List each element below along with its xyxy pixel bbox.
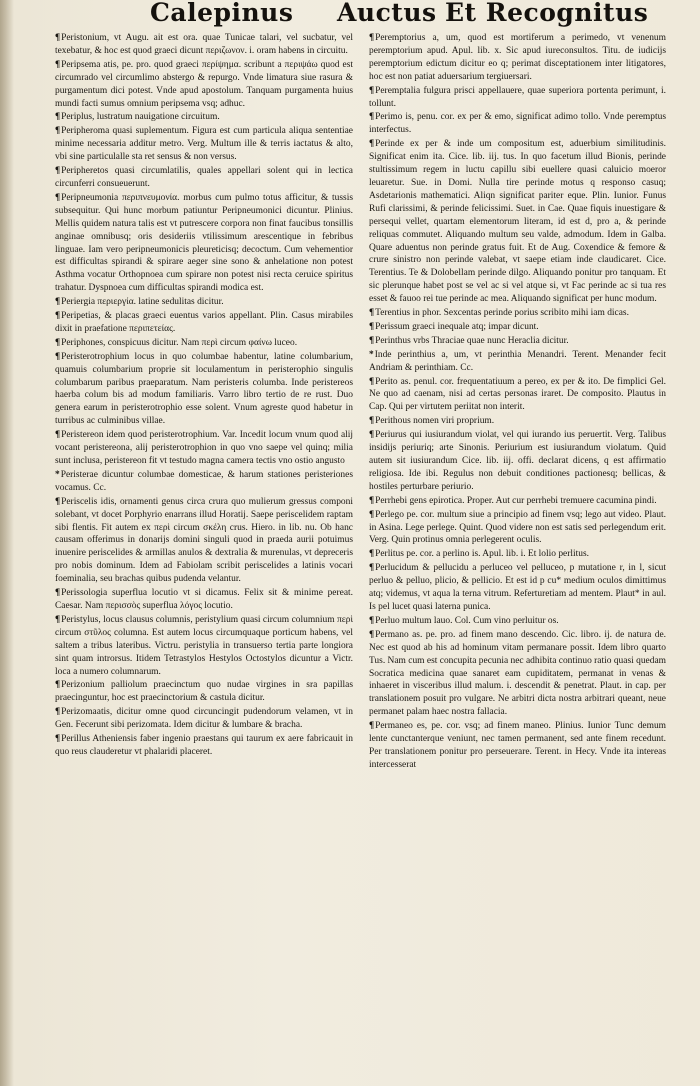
entry-text: Peripetias, & placas graeci euentus varios appellant. Plin. Casus mirabiles dixit in praefatione περιπετείας. (55, 311, 353, 334)
entry-text: Perizonium palliolum praecinctum quo nudae virgines in sra papillas praecinguntur, hoc est praecinctorium & castula dicitur. (55, 680, 353, 704)
entry-text: Perinthus vrbs Thraciae quae nunc Heraclia dicitur. (375, 335, 569, 346)
dictionary-entry: ¶Perizomaatis, dicitur omne quod circuncingit pudendorum velamen, vt in Gen. Fecerunt sibi perizomata. Idem dicitur & lumbare & bracha. (55, 707, 353, 731)
dictionary-entry: ¶Perluo multum lauo. Col. Cum vino perluitur os. (369, 615, 559, 626)
dictionary-entry: ¶Perlucidum & pellucidu a perluceo vel pelluceo, p mutatione r, in l, sicut perluo & pelluo, plicio, & pellicio. Et est id p cu* medium oculos dimittimus atq; videmus, vt aqua la terna vitrum. Referturetiam ad mentem. Plaut* in aul. Is pel lucet quasi laterna punica. (369, 563, 666, 612)
dictionary-entry: ¶Peripneumonia περιπνευμονία. morbus cum pulmo totus afficitur, & tussis subsequitur. Qui hunc morbum patiuntur Peripneumonici dicuntur. Plinius. Mellis quidem natura talis est vt putrescere corpora non finat faucibus tonsillis anginae omnibusq; oris desideriis vtilissimum arescentique in febribus linguae. Iam vero peripneumonicis pleureticisq; decoctum. Cum vehementior est difficultas spirandi & spirare aeger sine sono & anhelatione non potest Asthma vocatur Orthopnoea cum spirare non potest nisi recta ceruice spiritus trahatur. Dyspnoea cum difficultas spirandi modica est. (55, 192, 353, 294)
entry-text: Peremptalia fulgura prisci appellauere, quae superiora portenta perimunt, i. tollunt. (369, 85, 666, 109)
dictionary-entry: ¶Perito as. penul. cor. frequentatiuum a pereo, ex per & ito. De fimplici Gel. Ne quo ad caenam, nisi ad certas personas iraret. De composito. Plautus in Cap. Qui per virtutem periitat non interit. (369, 376, 666, 413)
dictionary-entry: ¶Perissologia superflua locutio vt si dicamus. Felix sit & minime pereat. Caesar. Nam περισσὸς superflua λόγος locutio. (55, 588, 353, 611)
entry-text: Peristerotrophium locus in quo columbae habentur, latine columbarium, quamuis columbarium proprie sit loculamentum in peristerophio singulis columbarum paribus praeparatum. Nam peristeris columba. Inde peristereos haerba colum bis ad modum familiaris. Varro libro tertio de re rust. Duo genera earum in peristerotrophio esse solent. Vnum agreste quod habetur in turribus ac culminibus villae. (55, 351, 353, 427)
dictionary-entry: ¶Permano as. pe. pro. ad finem mano descendo. Cic. libro. ij. de natura de. Nec est quod ab his ad hominum vitam permanare possit. Idem libro quarto Tus. Nam cum est concupita pecunia nec adhibita continuo ratio quasi quedam Socratica medicina quae sanaret eam cupiditatem, permanat in venas & inhaeret in visceribus illud malum. i. descendit & penetrat. Plaut. in cap. per translationem posuit pro vulgare. Ne arbitri dicta nostra arbitrari queant, neue permanet palam haec nostra fallacia. (369, 629, 666, 718)
header-right: Et Recognitus (445, 0, 649, 27)
header-left: Calepinus (150, 0, 294, 27)
entry-text: Periphones, conspicuus dicitur. Nam περὶ circum φαίνω luceo. (61, 337, 298, 348)
entry-text: Periurus qui iusiurandum violat, vel qui iurando ius peruertit. Verg. Talibus insidijs periuriq; arte Sinonis. Periurium est iusiurandum violatum. Quid autem sit iusiurandum Cice. lib. iij. offi. declarat dicens, q est affirmatio religiosa. Ide ibi. Regulus non debuit conditiones pactionesq; bellicas, & hostiles perturbare periurio. (369, 430, 666, 492)
dictionary-entry: ¶Peristylus, locus clausus columnis, peristylium quasi circum columnium περὶ circum στῦλος columna. Est autem locus circumquaque porticum habens, vel saltem a tribus lateribus. Victru. peristylia in transuerso tertia parte longiora sint quam introrsus. Itidem Tetrastylos Hestylos Octostylos dicuntur a Victr. loca a numero columnarum. (55, 614, 353, 677)
dictionary-entry: ¶Peristonium, vt Augu. ait est ora. quae Tunicae talari, vel sucbatur, vel texebatur, & hoc est quod graeci dicunt περιζωνον. i. oram habens in circuitu. (55, 33, 353, 56)
entry-text: Perluo multum lauo. Col. Cum vino perluitur os. (375, 615, 559, 626)
entry-text: Peripsema atis, pe. pro. quod graeci περίψημα. scribunt a περιψάω quod est circumrado vel circumlimo abstergo & repurgo. Vnde limatura siue rasura & purgamentum dici potest. Vnde apud apostolum. Tanquam purgamenta huius mundi facti sumus omnium peripsema vsq; adhuc. (55, 59, 353, 109)
entry-text: Perissum graeci inequale atq; impar dicunt. (375, 321, 539, 332)
running-header (0, 0, 700, 30)
dictionary-entry: ¶Periphones, conspicuus dicitur. Nam περὶ circum φαίνω luceo. (55, 337, 298, 348)
entry-text: Terentius in phor. Sexcentas perinde porius scribito mihi iam dicas. (375, 308, 629, 319)
dictionary-entry: ¶Perimo is, penu. cor. ex per & emo, significat adimo tollo. Vnde peremptus interfectus. (369, 112, 666, 136)
dictionary-entry: ¶Peripheretos quasi circumlatilis, quales appellari solent qui in lectica circunferri consueuerunt. (55, 166, 353, 189)
dictionary-entry: ¶Perillus Atheniensis faber ingenio praestans qui taurum ex aere fabricauit in quo reus clauderetur vt phalaridi placeret. (55, 734, 353, 757)
dictionary-entry: ¶Peristereon idem quod peristerotrophium. Var. Incedit locum vnum quod alij vocant peristereona, alij peristerotrophion in quo vno saepe vel quinq; milia sunt inclusa, peristereon fit vt testudo magna camera tectis vno ostio angusto (55, 430, 353, 466)
dictionary-entry: ¶Periergia περιεργία. latine sedulitas dicitur. (55, 297, 224, 308)
dictionary-entry: ¶Peripheroma quasi suplementum. Figura est cum particula aliqua sententiae minime necessaria additur metro. Verg. Multum ille & terris iactatus & alto, vbi sine particulalle sta ret sensus & non versus. (55, 126, 353, 163)
dictionary-entry: ¶Perinthus vrbs Thraciae quae nunc Heraclia dicitur. (369, 335, 569, 346)
dictionary-entry: ¶Perissum graeci inequale atq; impar dicunt. (369, 321, 539, 332)
entry-text: Perillus Atheniensis faber ingenio praestans qui taurum ex aere fabricauit in quo reus clauderetur vt phalaridi placeret. (55, 734, 353, 757)
dictionary-entry: ¶Terentius in phor. Sexcentas perinde porius scribito mihi iam dicas. (369, 308, 629, 319)
entry-text: Perrhebi gens epirotica. Proper. Aut cur perrhebi tremuere cacumina pindi. (375, 495, 657, 506)
entry-text: Peripheroma quasi suplementum. Figura est cum particula aliqua sententiae minime necessaria additur metro. Verg. Multum ille & terris iactatus & alto, vbi sine particulalle sta ret sensus & non versus. (55, 126, 353, 163)
entry-text: Periergia περιεργία. latine sedulitas dicitur. (61, 297, 224, 308)
dictionary-entry: ¶Peremptalia fulgura prisci appellauere, quae superiora portenta perimunt, i. tollunt. (369, 85, 666, 109)
left-column (55, 32, 353, 760)
right-column (369, 32, 666, 773)
entry-text: Perimo is, penu. cor. ex per & emo, significat adimo tollo. Vnde peremptus interfectus. (369, 112, 666, 136)
entry-text: Perizomaatis, dicitur omne quod circuncingit pudendorum velamen, vt in Gen. Fecerunt sibi perizomata. Idem dicitur & lumbare & bracha. (55, 707, 353, 731)
entry-text: Perlitus pe. cor. a perlino is. Apul. lib. i. Et lolio perlitus. (375, 549, 590, 560)
entry-text: Perito as. penul. cor. frequentatiuum a pereo, ex per & ito. De fimplici Gel. Ne quo ad caenam, nisi ad certas personas iraret. De composito. Plautus in Cap. Qui per virtutem periitat non interit. (369, 376, 666, 413)
dictionary-entry: ¶Perithous nomen viri proprium. (369, 416, 495, 427)
dictionary-entry: ¶Peripsema atis, pe. pro. quod graeci περίψημα. scribunt a περιψάω quod est circumrado vel circumlimo abstergo & repurgo. Vnde limatura siue rasura & purgamentum dici potest. Vnde apud apostolum. Tanquam purgamenta huius mundi facti sumus omnium peripsema vsq; adhuc. (55, 59, 353, 109)
entry-text: Peristonium, vt Augu. ait est ora. quae Tunicae talari, vel sucbatur, vel texebatur, & hoc est quod graeci dicunt περιζωνον. i. oram habens in circuitu. (55, 33, 353, 56)
dictionary-entry: ¶Peremptorius a, um, quod est mortiferum a perimedo, vt venenum peremptorium apud. Apul. lib. x. Sic apud iureconsultos. Titu. de iudicijs peremptorium edictum dicitur eo q; perimat disceptationem inter litigatores, hoc est non patiat aduersarium tergiuersari. (369, 33, 666, 82)
dictionary-entry: ¶Peripetias, & placas graeci euentus varios appellant. Plin. Casus mirabiles dixit in praefatione περιπετείας. (55, 311, 353, 334)
dictionary-entry: ¶Perrhebi gens epirotica. Proper. Aut cur perrhebi tremuere cacumina pindi. (369, 495, 657, 506)
dictionary-entry: ¶Peristerotrophium locus in quo columbae habentur, latine columbarium, quamuis columbarium proprie sit loculamentum in peristerophio singulis columbarum paribus praeparatum. Nam peristeris columba. Inde peristereos haerba colum bis ad modum familiaris. Varro libro tertio de re rust. Duo genera earum in peristerotrophio esse solent. Vnum agreste quod habetur in turribus ac culminibus villae. (55, 351, 353, 427)
entry-text: Periscelis idis, ornamenti genus circa crura quo mulierum gressus componi solebant, vt docet Porphyrio enarrans illud Horatij. Saepe periscelidem raptam sibi flentis. Fit autem ex περὶ circum σκέλη crus. Hiero. in lib. nu. Ob hanc causam offerimus in donarijs domini singuli quod in praeda aurii potuimus inuenire periscelides & armillas anulos & dextralia & murenulas, vt depreceris pro nobis dominum. Idem ad Fabiolam scribit periscelides a latinis vocari foeminalia, seu brachas quibus pudenda velantur. (55, 496, 353, 585)
entry-text: Peripheretos quasi circumlatilis, quales appellari solent qui in lectica circunferri consueuerunt. (55, 166, 353, 189)
dictionary-entry: *Peristerae dicuntur columbae domesticae, & harum stationes peristeriones vocamus. Cc. (55, 469, 353, 493)
entry-text: Peristylus, locus clausus columnis, peristylium quasi circum columnium περὶ circum στῦλος columna. Est autem locus circumquaque porticum habens, vel saltem a tribus lateribus. Victru. peristylia in transuerso tertia parte longiora sint quam introrsus. Itidem Tetrastylos Hestylos Octostylos dicuntur a Victr. loca a numero columnarum. (55, 614, 353, 677)
entry-text: Perinde ex per & inde um compositum est, aduerbium similitudinis. Significat enim ita. Cice. lib. iij. tus. In quo facetum illud Bionis, perinde stultissimum regem in luctu capillu sibi euellere quasi caluicio moeror leuaretur. Sue. in Domi. Nulla tire perinde motus q responso casuq; Asdetarionis mathematici. Aliqn significat pariter eque. Plin. Iunior. Funus Rufi clarissimi, & perinde felicissimi. Suet. in Cae. Quae fiquis inuestigare & persequi vellet, quartam elementorum literam, id est d, pro a, & perinde reliquas commutet. Aliquando multum seu valde, admodum. Idem in Galba. Quare aduentus non perinde gratus fuit. Et de Aug. Coxendice & femore & crure sinistro non perinde valebat, vt saepe etiam inde claudicaret. Cice. Terentius. Te & Dolobellam perinde dilgo. Aliquando ponitur pro tanquam. Et sic plerunque habet post se vel ac si vel atque si, vt Fac perinde ac si tua res esset & fauoo rei tue perinde ac mea. Aliquando significat per hunc modum. (369, 139, 666, 305)
entry-text: Peristereon idem quod peristerotrophium. Var. Incedit locum vnum quod alij vocant peristereona, alij peristerotrophion in quo vno saepe vel quinq; milia sunt inclusa, peristereon fit vt testudo magna camera tectis vno ostio angusto (55, 430, 353, 466)
entry-text: Peripneumonia περιπνευμονία. morbus cum pulmo totus afficitur, & tussis subsequitur. Qui hunc morbum patiuntur Peripneumonici dicuntur. Plinius. Mellis quidem natura talis est vt putrescere corpora non finat faucibus tonsillis anginae omnibusq; oris desideriis vtilissimum arescentique in febribus linguae. Iam vero peripneumonicis pleureticisq; decoctum. Cum vehementior est difficultas spirandi & spirare aeger sine sono & anhelatione non potest Asthma vocatur Orthopnoea cum spirare non potest nisi recta ceruice spiritus trahatur. Dyspnoea cum difficultas spirandi modica est. (55, 192, 353, 294)
entry-text: Peristerae dicuntur columbae domesticae, & harum stationes peristeriones vocamus. Cc. (55, 469, 353, 493)
dictionary-entry: ¶Permaneo es, pe. cor. vsq; ad finem maneo. Plinius. Iunior Tunc demum lente cunctanterque veniunt, nec tamen permanent, sed ante finem recedunt. Per translationem ponitur pro perseuerare. Terent. in Hecy. Vnde ita intereas intercesserat (369, 721, 666, 770)
dictionary-entry: ¶Periscelis idis, ornamenti genus circa crura quo mulierum gressus componi solebant, vt docet Porphyrio enarrans illud Horatij. Saepe periscelidem raptam sibi flentis. Fit autem ex περὶ circum σκέλη crus. Hiero. in lib. nu. Ob hanc causam offerimus in donarijs domini singuli quod in praeda aurii potuimus inuenire periscelides & armillas anulos & dextralia & murenulas, vt depreceris pro nobis dominum. Idem ad Fabiolam scribit periscelides a latinis vocari foeminalia, seu brachas quibus pudenda velantur. (55, 496, 353, 585)
header-center: Auctus (337, 0, 437, 27)
page-gutter-shadow (0, 0, 14, 1086)
entry-text: Perithous nomen viri proprium. (375, 416, 495, 427)
dictionary-entry: ¶Perinde ex per & inde um compositum est, aduerbium similitudinis. Significat enim ita. Cice. lib. iij. tus. In quo facetum illud Bionis, perinde stultissimum regem in luctu capillu sibi euellere quasi caluicio moeror leuaretur. Sue. in Domi. Nulla tire perinde motus q responso casuq; Asdetarionis mathematici. Aliqn significat pariter eque. Plin. Iunior. Funus Rufi clarissimi, & perinde felicissimi. Suet. in Cae. Quae fiquis inuestigare & persequi vellet, quartam elementorum literam, id est d, pro a, & perinde reliquas commutet. Aliquando multum seu valde, admodum. Idem in Galba. Quare aduentus non perinde gratus fuit. Et de Aug. Coxendice & femore & crure sinistro non perinde valebat, vt saepe etiam inde claudicaret. Cice. Terentius. Te & Dolobellam perinde dilgo. Aliquando ponitur pro tanquam. Et sic plerunque habet post se vel ac si vel atque si, vt Fac perinde ac si tua res esset & fauoo rei tue perinde ac mea. Aliquando significat per hunc modum. (369, 139, 666, 305)
dictionary-entry: ¶Perizonium palliolum praecinctum quo nudae virgines in sra papillas praecinguntur, hoc est praecinctorium & castula dicitur. (55, 680, 353, 704)
entry-text: Permaneo es, pe. cor. vsq; ad finem maneo. Plinius. Iunior Tunc demum lente cunctanterque veniunt, nec tamen permanent, sed ante finem recedunt. Per translationem ponitur pro perseuerare. Terent. in Hecy. Vnde ita intereas intercesserat (369, 721, 666, 770)
dictionary-entry: ¶Periplus, lustratum nauigatione circuitum. (55, 112, 220, 123)
dictionary-entry: ¶Perlego pe. cor. multum siue a principio ad finem vsq; lego aut video. Plaut. in Asina. Lege perlege. Quint. Quod videre non est satis sed perlegendum erit. Verg. Quin protinus omnia perlegerent oculis. (369, 509, 666, 546)
entry-text: Perlego pe. cor. multum siue a principio ad finem vsq; lego aut video. Plaut. in Asina. Lege perlege. Quint. Quod videre non est satis sed perlegendum erit. Verg. Quin protinus omnia perlegerent oculis. (369, 509, 666, 546)
dictionary-entry: ¶Periurus qui iusiurandum violat, vel qui iurando ius peruertit. Verg. Talibus insidijs periuriq; arte Sinonis. Periurium est iusiurandum violatum. Quid autem sit iusiurandum Cice. lib. iij. offi. declarat dicens, q est affirmatio religiosa. Ide ibi. Regulus non debuit conditiones pactionesq; bellicas, & hostiles perturbare periurio. (369, 430, 666, 492)
entry-text: Perissologia superflua locutio vt si dicamus. Felix sit & minime pereat. Caesar. Nam περισσὸς superflua λόγος locutio. (55, 588, 353, 611)
entry-text: Perlucidum & pellucidu a perluceo vel pelluceo, p mutatione r, in l, sicut perluo & pelluo, plicio, & pellicio. Et est id p cu* medium oculos dimittimus atq; videmus, vt aqua la terna vitrum. Referturetiam ad mentem. Plaut* in aul. Is pel lucet quasi laterna punica. (369, 563, 666, 612)
entry-text: Peremptorius a, um, quod est mortiferum a perimedo, vt venenum peremptorium apud. Apul. lib. x. Sic apud iureconsultos. Titu. de iudicijs peremptorium edictum dicitur eo q; perimat disceptationem inter litigatores, hoc est non patiat aduersarium tergiuersari. (369, 33, 666, 82)
dictionary-entry: *Inde perinthius a, um, vt perinthia Menandri. Terent. Menander fecit Andriam & perinthiam. Cc. (369, 349, 666, 373)
entry-text: Permano as. pe. pro. ad finem mano descendo. Cic. libro. ij. de natura de. Nec est quod ab his ad hominum vitam permanare possit. Idem libro quarto Tus. Nam cum est concupita pecunia nec adhibita continuo ratio quasi quedam Socratica medicina quae sanaret eam cupiditatem, permanat in venas & inhaeret in visceribus illud malum. i. descendit & penetrat. Plaut. in cap. per translationem posuit pro vulgare. Ne arbitri dicta nostra arbitrari queant, neue permanet palam haec nostra fallacia. (369, 629, 666, 718)
dictionary-entry: ¶Perlitus pe. cor. a perlino is. Apul. lib. i. Et lolio perlitus. (369, 549, 590, 560)
entry-text: Periplus, lustratum nauigatione circuitum. (61, 112, 220, 123)
entry-text: Inde perinthius a, um, vt perinthia Menandri. Terent. Menander fecit Andriam & perinthiam. Cc. (369, 349, 666, 373)
